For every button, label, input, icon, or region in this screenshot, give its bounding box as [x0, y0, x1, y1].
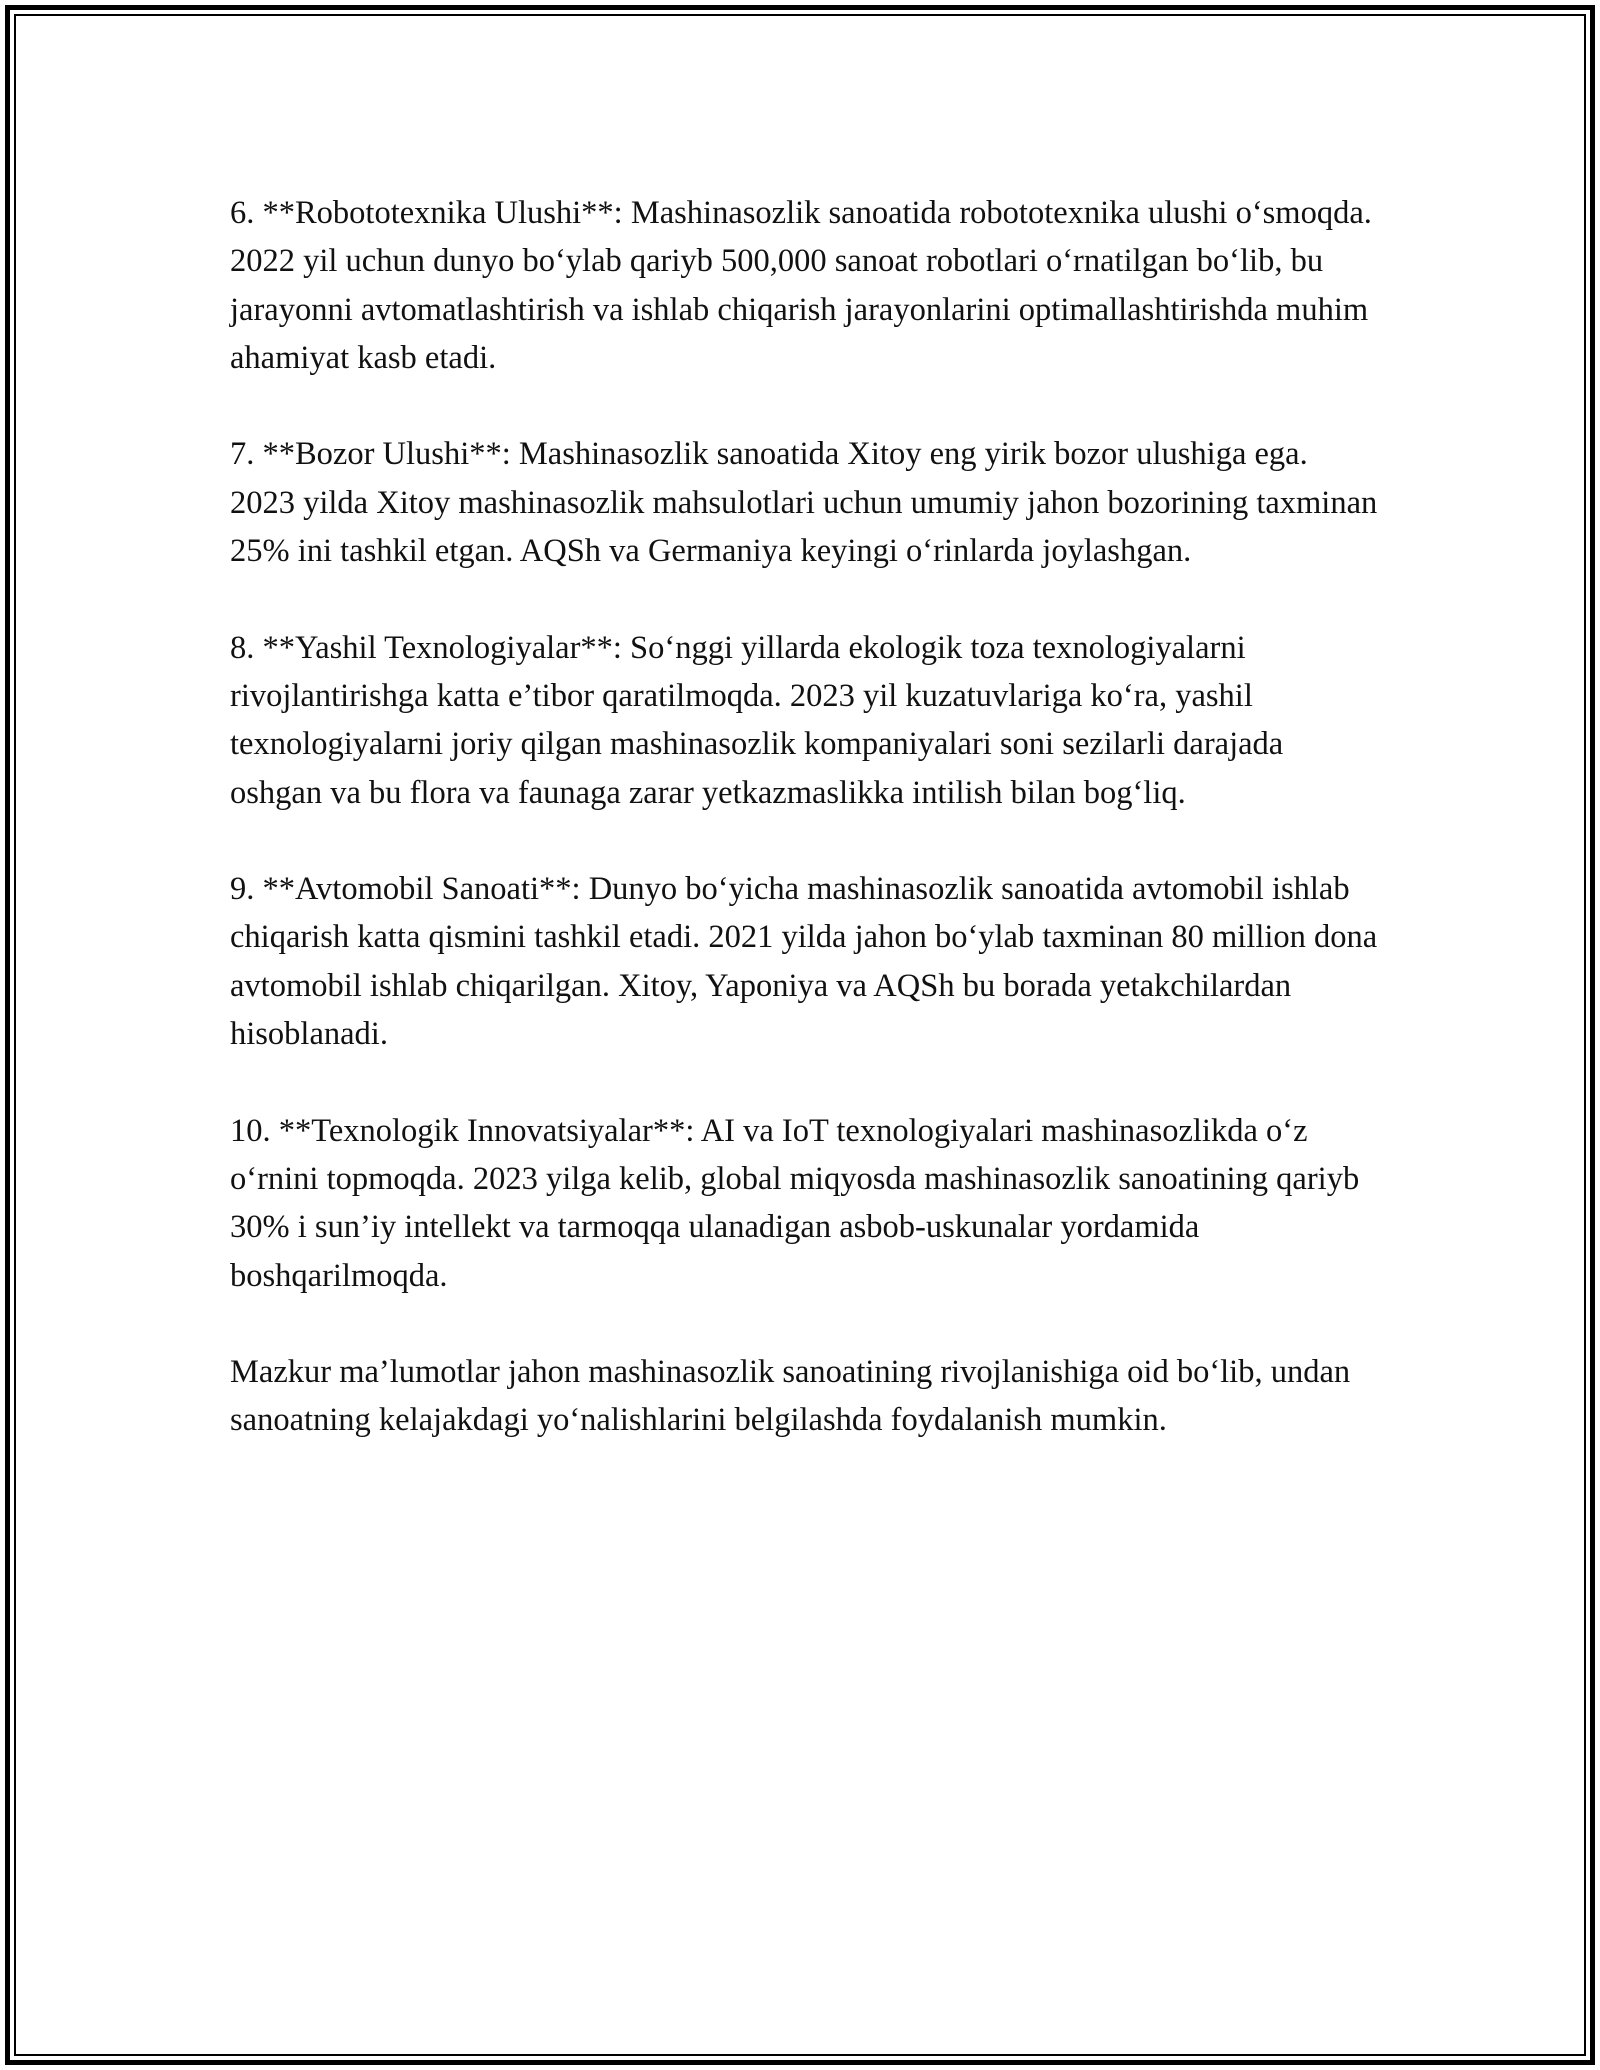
paragraph-tech-innovations: 10. **Texnologik Innovatsiyalar**: AI va IoT texnologiyalari mashinasozlikda o‘z o‘rnini topmoqda. 2023 yilga kelib, global miqyosda mashinasozlik sanoatining qariyb 30% i sun’iy intellekt va tarmoqqa ulanadigan asbob-uskunalar yordamida boshqarilmoqda.: [230, 1112, 1360, 1294]
document-body: [230, 189, 1380, 1493]
paragraph-robotics-share: 6. **Robototexnika Ulushi**: Mashinasozlik sanoatida robototexnika ulushi o‘smoqda. 2022 yil uchun dunyo bo‘ylab qariyb 500,000 sanoat robotlari o‘rnatilgan bo‘lib, bu jarayonni avtomatlashtirish va ishlab chiqarish jarayonlarini optimallashtirishda muhim ahamiyat kasb etadi.: [230, 195, 1372, 376]
paragraph-automotive-industry: 9. **Avtomobil Sanoati**: Dunyo bo‘yicha mashinasozlik sanoatida avtomobil ishlab chiqarish katta qismini tashkil etadi. 2021 yilda jahon bo‘ylab taxminan 80 million dona avtomobil ishlab chiqarilgan. Xitoy, Yaponiya va AQSh bu borada yetakchilardan hisoblanadi.: [230, 871, 1378, 1053]
paragraph-conclusion: Mazkur ma’lumotlar jahon mashinasozlik sanoatining rivojlanishiga oid bo‘lib, undan sanoatning kelajakdagi yo‘nalishlarini belgilashda foydalanish mumkin.: [230, 1354, 1351, 1439]
paragraph-market-share: 7. **Bozor Ulushi**: Mashinasozlik sanoatida Xitoy eng yirik bozor ulushiga ega. 2023 yilda Xitoy mashinasozlik mahsulotlari uchun umumiy jahon bozorining taxminan 25% ini tashkil etgan. AQSh va Germaniya keyingi o‘rinlarda joylashgan.: [230, 436, 1378, 570]
paragraph-green-technologies: 8. **Yashil Texnologiyalar**: So‘nggi yillarda ekologik toza texnologiyalarni rivojlantirishga katta e’tibor qaratilmoqda. 2023 yil kuzatuvlariga ko‘ra, yashil texnologiyalarni joriy qilgan mashinasozlik kompaniyalari soni sezilarli darajada oshgan va bu flora va faunaga zarar yetkazmaslikka intilish bilan bog‘liq.: [230, 629, 1284, 811]
